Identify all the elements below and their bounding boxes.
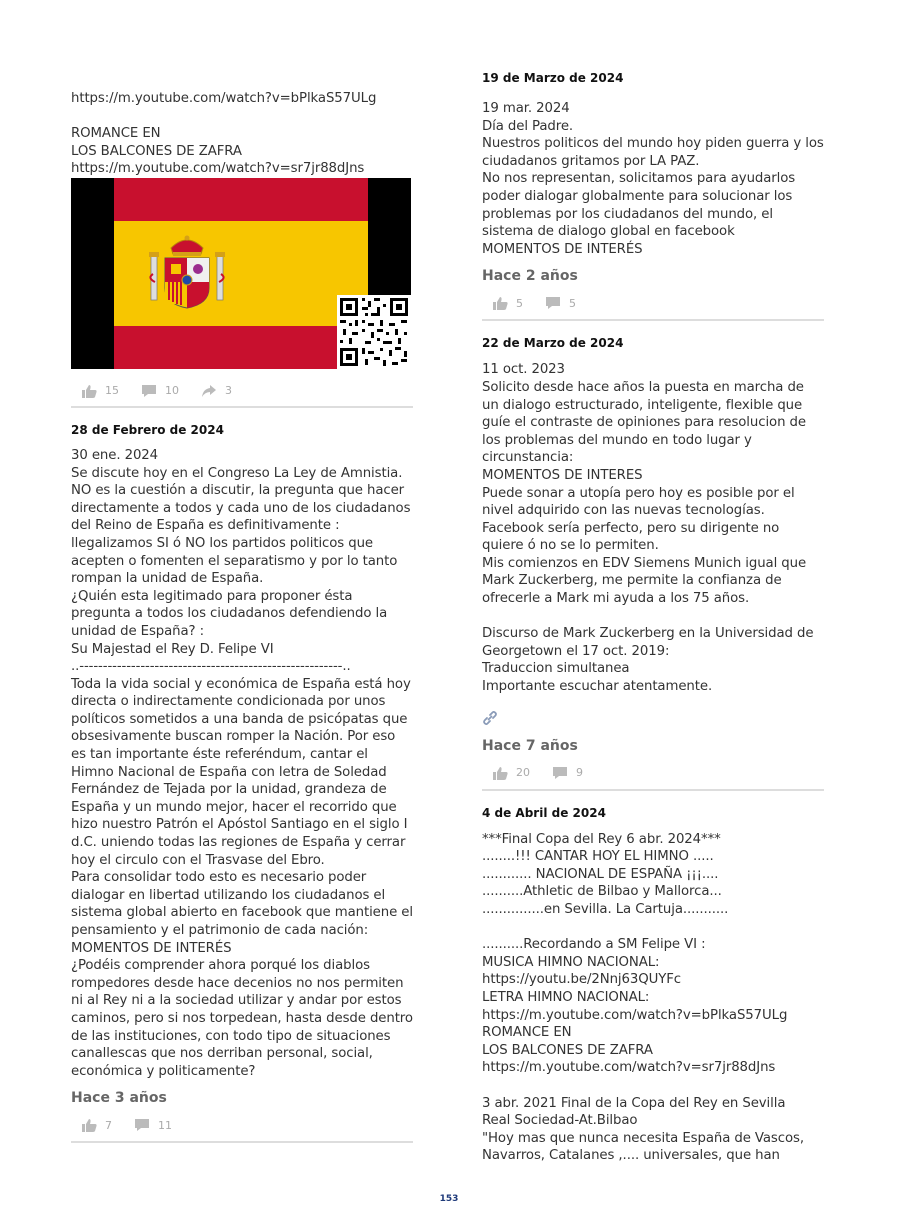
likes-count: 7 [105, 1118, 112, 1132]
separator [482, 319, 824, 321]
likes-count: 5 [516, 296, 523, 310]
post-date: 4 de Abril de 2024 [482, 805, 606, 820]
link-icon[interactable] [482, 710, 498, 726]
post-body: 30 ene. 2024 Se discute hoy en el Congreso La Ley de Amnistia. NO es la cuestión a discutir, la pregunta que hacer directamente a todos y cada uno de los ciudadanos del Reino de España es definitivamente : llegalizamos SI ó NO los partidos politicos que acepten o fomenten el separatismo y por lo tanto rompan la unidad de España. ¿Quién esta legitimado para proponer ésta pregunta a todos los ciudadanos defendiendo la unidad de España? : Su Majestad el Rey D. Felipe VI ..--------------------------------------------------------.. Toda la vida social y económica de España está hoy directa o indirectamente condicionada por unos políticos sometidos a una banda de psicópatas que obsesivamente buscan romper la Nación. Por eso es tan importante éste referéndum, cantar el Himno Nacional de España con letra de Soledad Fernández de Tejada por la unidad, grandeza de España y un mundo mejor, hacer el recorrido que hizo nuestro Patrón el Apóstol Santiago en el siglo I d.C. uniendo todas las regiones de España y cerrar hoy el circulo con el Trasvase del Ebro. Para consolidar todo esto es necesario poder dialogar en libertad utilizando los ciudadanos el sistema global abierto en facebook que mantiene el pensamiento y el patrimonio de cada nación: MOMENTOS DE INTERÉS ¿Podéis comprender ahora porqué los diablos rompedores desde hace decenios no nos permiten ni al Rey ni a la sociedad utilizar y andar por estos caminos, pero si nos torpedean, hasta desde dentro de las instituciones, con todo tipo de situaciones canallescas que nos derriban personal, social, económica y politicamente? [71, 447, 413, 1079]
thumbs-up-icon[interactable] [492, 296, 508, 310]
post-reactions [81, 1113, 413, 1137]
comments-count: 11 [158, 1118, 172, 1132]
left-column [71, 90, 413, 1143]
thumbs-up-icon[interactable] [492, 766, 508, 780]
post-body: ***Final Copa del Rey 6 abr. 2024*** ........!!! CANTAR HOY EL HIMNO ..... ............ NACIONAL DE ESPAÑA ¡¡¡.... ..........Athletic de Bilbao y Mallorca... ...............en Sevilla. La Cartuja........... ..........Recordando a SM Felipe VI : MUSICA HIMNO NACIONAL: https://youtu.be/2Nnj63QUYFc LETRA HIMNO NACIONAL: https://m.youtube.com/watch?v=bPlkaS57ULg ROMANCE EN LOS BALCONES DE ZAFRA https://m.youtube.com/watch?v=sr7jr88dJns 3 abr. 2021 Final de la Copa del Rey en Sevilla Real Sociedad-At.Bilbao "Hoy mas que nunca necesita España de Vascos, Navarros, Catalanes ,.... universales, que han [482, 831, 804, 1164]
likes-count: 15 [105, 384, 119, 398]
image-reactions [81, 379, 413, 403]
shares-count: 3 [225, 384, 232, 398]
post-date: 22 de Marzo de 2024 [482, 336, 624, 351]
post-reactions [492, 291, 824, 315]
separator [482, 789, 824, 791]
comments-count: 10 [165, 384, 179, 398]
comments-count: 5 [569, 296, 576, 310]
post-date: 28 de Febrero de 2024 [71, 422, 224, 437]
share-icon[interactable] [201, 384, 217, 398]
separator [71, 406, 413, 408]
comments-count: 9 [576, 766, 583, 780]
post-date: 19 de Marzo de 2024 [482, 71, 624, 85]
likes-count: 20 [516, 766, 530, 780]
qr-code[interactable] [337, 295, 411, 369]
post-age[interactable]: Hace 2 años [482, 268, 578, 285]
right-column [482, 70, 824, 1165]
post-age[interactable]: Hace 7 años [482, 737, 578, 754]
post-reactions [492, 761, 824, 785]
comment-icon[interactable] [141, 384, 157, 398]
comment-icon[interactable] [545, 296, 561, 310]
post-age[interactable]: Hace 3 años [71, 1090, 167, 1107]
comment-icon[interactable] [134, 1118, 150, 1132]
post-body: 19 mar. 2024 Día del Padre. Nuestros politicos del mundo hoy piden guerra y los ciudadanos gritamos por LA PAZ. No nos representan, solicitamos para ayudarlos poder dialogar globalmente para solucionar los problemas por los ciudadanos del mundo, el sistema de dialogo global en facebook MOMENTOS DE INTERÉS [482, 101, 824, 257]
coat-of-arms [149, 234, 225, 314]
thumbs-up-icon[interactable] [81, 1118, 97, 1132]
post-body: 11 oct. 2023 Solicito desde hace años la puesta en marcha de un dialogo estructurado, inteligente, flexible que guíe el contraste de opiniones para resolucion de los problemas del mundo en todo lugar y circunstancia: MOMENTOS DE INTERES Puede sonar a utopía pero hoy es posible por el nivel adquirido con las nuevas tecnologías. Facebook sería perfecto, pero su dirigente no quiere ó no se lo permiten. Mis comienzos en EDV Siemens Munich igual que Mark Zuckerberg, me permite la confianza de ofrecerle a Mark mi ayuda a los 75 años. Discurso de Mark Zuckerberg en la Universidad de Georgetown el 17 oct. 2019: Traduccion simultanea Importante escuchar atentamente. [482, 362, 814, 695]
thumbs-up-icon[interactable] [81, 384, 97, 398]
intro-text: https://m.youtube.com/watch?v=bPlkaS57ULg ROMANCE EN LOS BALCONES DE ZAFRA https://m.youtube.com/watch?v=sr7jr88dJns [71, 91, 377, 177]
page-number: 153 [439, 1194, 459, 1204]
comment-icon[interactable] [552, 766, 568, 780]
separator [71, 1141, 413, 1143]
spain-flag-image[interactable] [71, 178, 411, 369]
